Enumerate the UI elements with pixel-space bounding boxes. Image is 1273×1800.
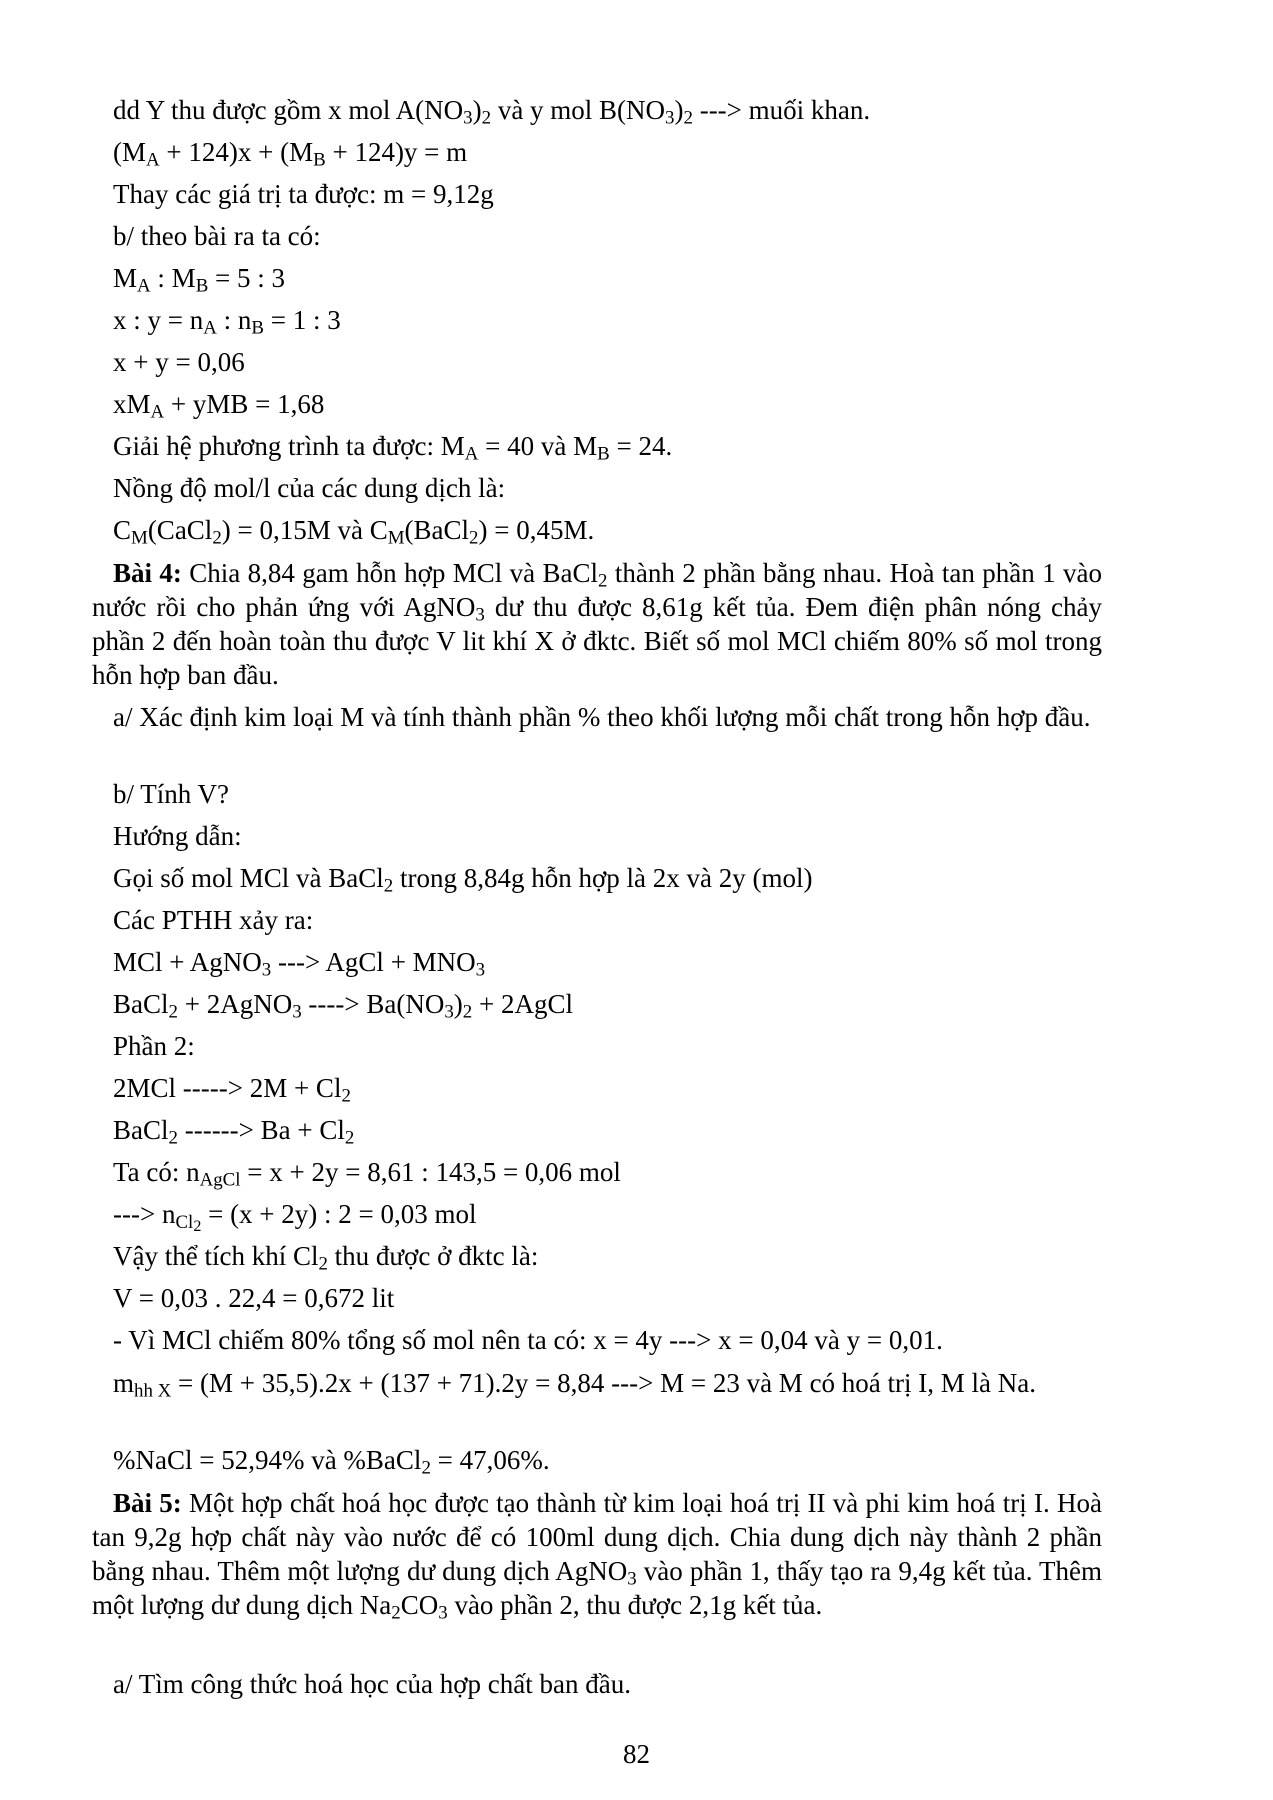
problem-4: [92, 556, 1102, 692]
text-line-9: Giải hệ phương trình ta được: $M_A = 40$ và $M_B = 24$.: [113, 431, 673, 465]
guide-line-13-text: $m_{hh X} = (M + 35,5).2x + (137 + 71).2y = 8,84$ ---> M = 23 và M có hoá trị I, M là Na.: [113, 1368, 1036, 1402]
problem-4-text: Chia 8,84 gam hỗn hợp MCl và BaCl$_2$ thành 2 phần bằng nhau. Hoà tan phần 1 vào nước rồi cho phản ứng với AgNO$_3$ dư thu được 8,61g kết tủa. Đem điện phân nóng chảy phần 2 đến hoàn toàn thu được V lit khí X ở đktc. Biết số mol MCl chiếm 80% số mol trong hỗn hợp ban đầu.: [92, 558, 1102, 690]
equation-2: BaCl$_2$ + 2AgNO$_3$ ----> $Ba(NO_3)_2$ + 2AgCl: [113, 989, 573, 1023]
text-line-5: $M_A$ : $M_B = 5$ : 3: [113, 263, 286, 297]
guide-line-14: %NaCl = 52,94% và %BaCl$_2$ = 47,06%.: [113, 1445, 550, 1479]
text-line-2: $(M_A + 124)x + (M_B + 124)y = m$: [113, 137, 468, 171]
text-line-11: $C_M(CaCl_2) = 0,15M$ và $C_M(BaCl_2) = 0,45M$.: [113, 515, 595, 549]
text-line-8: $xM_A$ + yMB = 1,68: [113, 389, 325, 423]
page-number: 82: [623, 1739, 650, 1769]
guide-line-12: - Vì MCl chiếm 80% tổng số mol nên ta có: x = 4y ---> x = 0,04 và y = 0,01.: [113, 1325, 943, 1355]
equation-1: MCl + AgNO$_3$ ---> AgCl + $MNO_3$: [113, 947, 486, 981]
text-line-4: b/ theo bài ra ta có:: [113, 221, 321, 251]
guide-line-13: [92, 1366, 1102, 1400]
question-4a: [92, 700, 1102, 734]
problem-5-label: Bài 5:: [113, 1488, 182, 1518]
text-line-7: x + y = 0,06: [113, 347, 245, 377]
text-line-1: dd Y thu được gồm x mol $A(NO_3)_2$ và y mol $B(NO_3)_2$ ---> muối khan.: [113, 95, 871, 129]
question-5a: a/ Tìm công thức hoá học của hợp chất ban đầu.: [113, 1669, 631, 1699]
equation-4: BaCl$_2$ ------> $Ba + Cl_2$: [113, 1115, 355, 1149]
problem-5-text: Một hợp chất hoá học được tạo thành từ kim loại hoá trị II và phi kim hoá trị I. Hoà tan 9,2g hợp chất này vào nước để có 100ml dung dịch. Chia dung dịch này thành 2 phần bằng nhau. Thêm một lượng dư dung dịch AgNO$_3$ vào phần 1, thấy tạo ra 9,4g kết tủa. Thêm một lượng dư dung dịch $Na_2CO_3$ vào phần 2, thu được 2,1g kết tủa.: [92, 1488, 1103, 1624]
problem-5: [92, 1486, 1102, 1622]
text-line-10: Nồng độ mol/l của các dung dịch là:: [113, 473, 506, 503]
guide-line-2: Các PTHH xảy ra:: [113, 905, 314, 935]
guide-line-5: Phần 2:: [113, 1031, 195, 1061]
question-4a-text: a/ Xác định kim loại M và tính thành phần % theo khối lượng mỗi chất trong hỗn hợp đầu.: [113, 702, 1091, 732]
text-line-3: Thay các giá trị ta được: m = 9,12g: [113, 179, 494, 209]
guide-heading: Hướng dẫn:: [113, 821, 242, 851]
guide-line-10: Vậy thể tích khí $Cl_2$ thu được ở đktc là:: [113, 1241, 539, 1275]
guide-line-11: V = 0,03 . 22,4 = 0,672 lit: [113, 1283, 395, 1313]
guide-line-8: Ta có: $n_{AgCl} = x + 2y = 8,61$ : 143,5 = 0,06 mol: [113, 1157, 621, 1191]
guide-line-9: ---> $n_{Cl_2} = (x + 2y)$ : 2 = 0,03 mol: [113, 1199, 477, 1235]
text-line-6: x : $y = n_A$ : $n_B = 1$ : 3: [113, 305, 341, 339]
question-4b: b/ Tính V?: [113, 779, 230, 809]
guide-line-1: Gọi số mol MCl và BaCl$_2$ trong 8,84g hỗn hợp là 2x và 2y (mol): [113, 863, 813, 897]
problem-4-label: Bài 4:: [113, 558, 182, 588]
equation-3: 2MCl -----> $2M + Cl_2$: [113, 1073, 351, 1107]
